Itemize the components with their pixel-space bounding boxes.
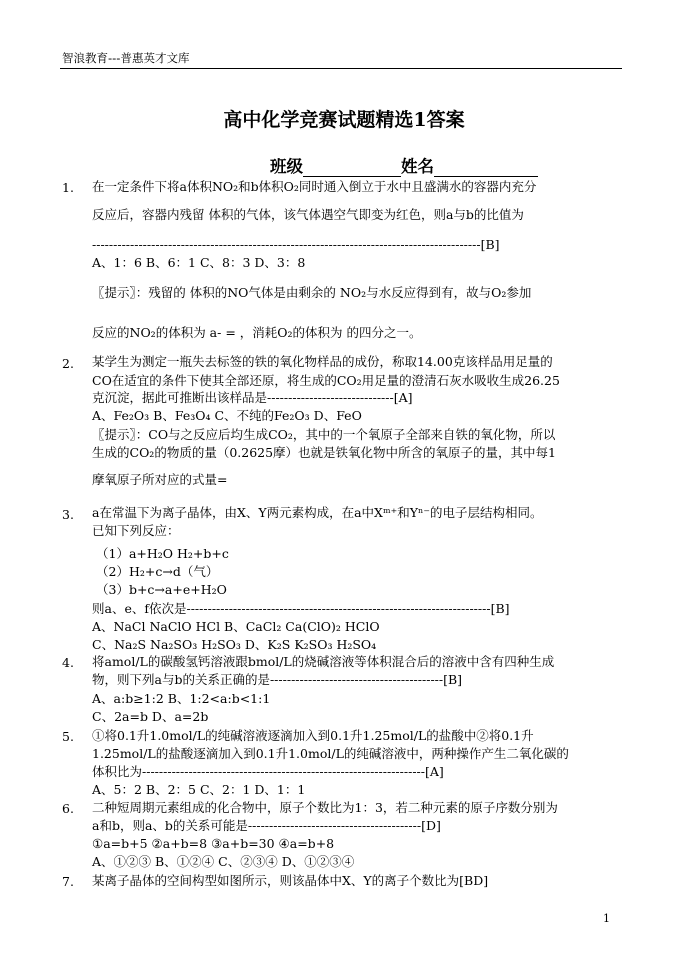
- q6-line2: a和b，则a、b的关系可能是-----------------------------------------[D]: [92, 818, 441, 833]
- q2-hint2: 生成的CO₂的物质的量（0.2625摩）也就是铁氧化物中所含的氧原子的量，其中每1: [92, 445, 557, 460]
- q5-line3: 体积比为-------------------------------------------------------------------[A]: [92, 764, 444, 779]
- q2-number: 2.: [62, 356, 74, 371]
- q5-line2: 1.25mol/L的盐酸逐滴加入到0.1升1.0mol/L的纯碱溶液中，两种操作产生二氧化碳的: [92, 746, 569, 761]
- name-label: 姓名: [401, 157, 434, 176]
- q6-options: A、①②③ B、①②④ C、②③④ D、①②③④: [92, 854, 355, 869]
- page-number: 1: [603, 912, 610, 925]
- q3-reaction1: （1）a+H₂O H₂+b+c: [96, 546, 229, 561]
- q3-line2: 已知下列反应：: [92, 523, 180, 538]
- page-header: 智浪教育---普惠英才文库: [62, 51, 190, 65]
- q3-options-ab: A、NaCl NaClO HCl B、CaCl₂ Ca(ClO)₂ HClO: [92, 619, 380, 634]
- q2-line2: CO在适宜的条件下使其全部还原，将生成的CO₂用足量的澄清石灰水吸收生成26.25: [92, 373, 560, 388]
- q1-line1: 在一定条件下将a体积NO₂和b体积O₂同时通入倒立于水中且盛满水的容器内充分: [92, 179, 537, 194]
- q5-options: A、5：2 B、2：5 C、2：1 D、1：1: [92, 782, 306, 797]
- q4-line1: 将amol/L的碳酸氢钙溶液跟bmol/L的烧碱溶液等体积混合后的溶液中含有四种生成: [92, 654, 555, 669]
- q4-options-ab: A、a:b≥1:2 B、1:2<a:b<1:1: [92, 691, 271, 706]
- q2-hint3: 摩氧原子所对应的式量=: [92, 472, 228, 487]
- q4-line2: 物，则下列a与b的关系正确的是-----------------------------------------[B]: [92, 672, 463, 687]
- q2-options: A、Fe₂O₃ B、Fe₃O₄ C、不纯的Fe₂O₃ D、FeO: [92, 408, 362, 423]
- header-rule: [60, 68, 622, 69]
- q3-reaction2: （2）H₂+c→d（气）: [96, 564, 219, 579]
- q1-line3: --------------------------------------------------------------------------------------------[B]: [92, 237, 500, 252]
- q3-line1: a在常温下为离子晶体，由X、Y两元素构成，在a中Xᵐ⁺和Yⁿ⁻的电子层结构相同。: [92, 505, 543, 520]
- class-blank: [303, 160, 401, 177]
- q1-hint1: 〖提示〗：残留的 体积的NO气体是由剩余的 NO₂与水反应得到有，故与O₂参加: [92, 285, 532, 300]
- q1-number: 1.: [62, 180, 74, 195]
- class-label: 班级: [270, 157, 303, 176]
- q1-hint2: 反应的NO₂的体积为 a- = ，消耗O₂的体积为 的四分之一。: [92, 325, 422, 340]
- q4-number: 4.: [62, 655, 74, 670]
- q1-options: A、1：6 B、6：1 C、8：3 D、3：8: [92, 255, 306, 270]
- class-name-line: [270, 153, 538, 177]
- q1-line2: 反应后，容器内残留 体积的气体，该气体遇空气即变为红色，则a与b的比值为: [92, 207, 524, 222]
- name-blank: [434, 160, 538, 177]
- q2-line3: 克沉淀，据此可推断出该样品是------------------------------[A]: [92, 390, 413, 405]
- q3-number: 3.: [62, 507, 74, 522]
- q5-line1: ①将0.1升1.0mol/L的纯碱溶液逐滴加入到0.1升1.25mol/L的盐酸中②将0.1升: [92, 728, 534, 743]
- q2-line1: 某学生为测定一瓶失去标签的铁的氧化物样品的成份，称取14.00克该样品用足量的: [92, 354, 553, 369]
- document-title: 高中化学竞赛试题精选1答案: [223, 109, 465, 131]
- q6-line1: 二种短周期元素组成的化合物中，原子个数比为1：3，若二种元素的原子序数分别为: [92, 800, 558, 815]
- q2-hint1: 〖提示〗：CO与之反应后均生成CO₂，其中的一个氧原子全部来自铁的氧化物，所以: [92, 427, 556, 442]
- q6-line3: ①a=b+5 ②a+b=8 ③a+b=30 ④a=b+8: [92, 836, 335, 851]
- q7-number: 7.: [62, 874, 74, 889]
- q5-number: 5.: [62, 729, 74, 744]
- q3-reaction3: （3）b+c→a+e+H₂O: [96, 582, 227, 597]
- q3-options-cd: C、Na₂S Na₂SO₃ H₂SO₃ D、K₂S K₂SO₃ H₂SO₄: [92, 637, 377, 652]
- q3-line3: 则a、e、f依次是------------------------------------------------------------------------[B]: [92, 601, 510, 616]
- q7-line1: 某离子晶体的空间构型如图所示，则该晶体中X、Y的离子个数比为[BD]: [92, 873, 489, 888]
- q4-options-cd: C、2a=b D、a=2b: [92, 709, 209, 724]
- q6-number: 6.: [62, 801, 74, 816]
